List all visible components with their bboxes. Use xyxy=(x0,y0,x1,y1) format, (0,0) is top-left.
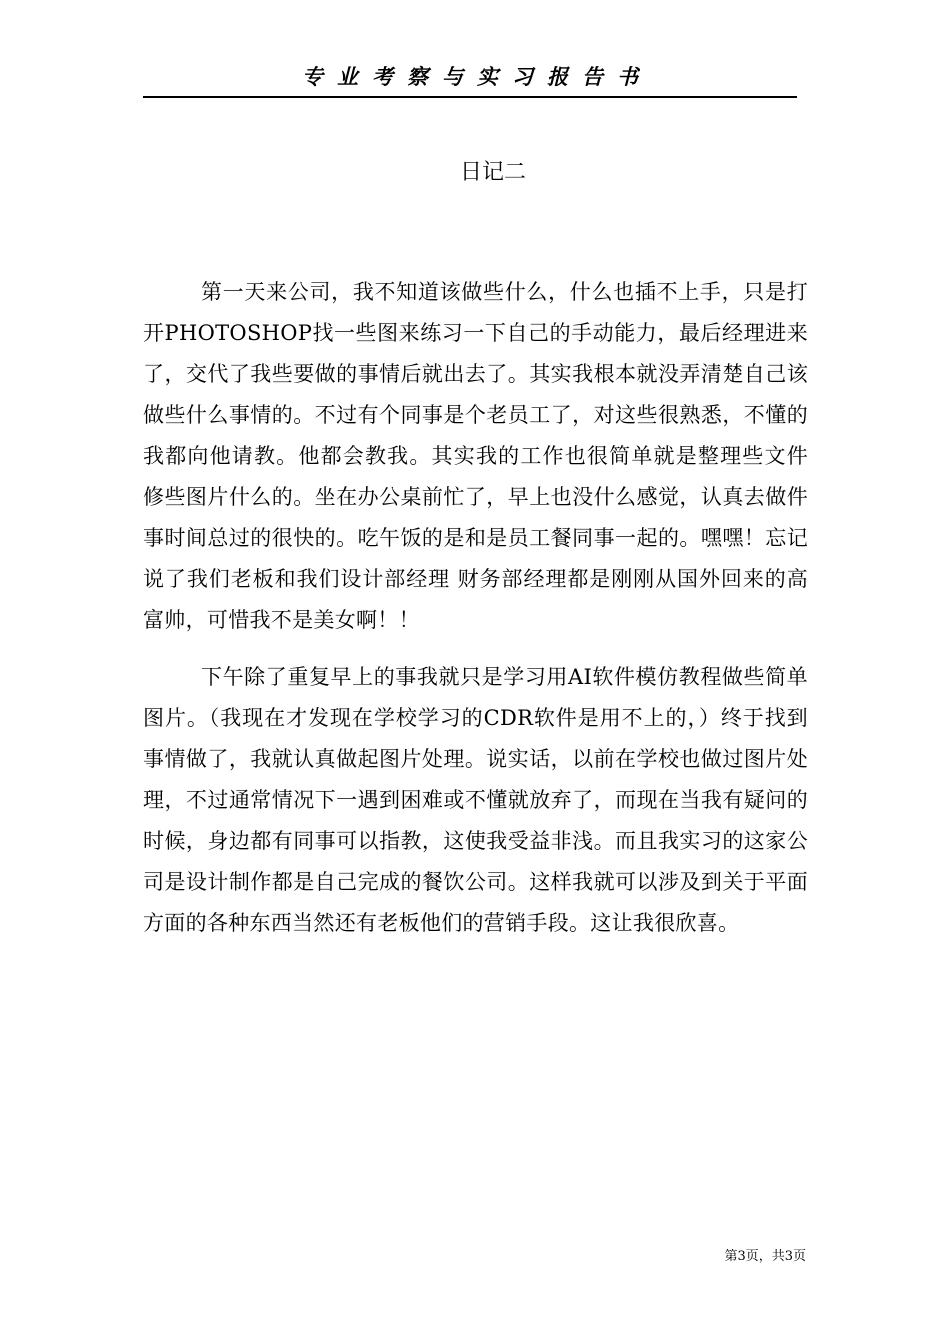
document-title: 日记二 xyxy=(459,160,526,185)
paragraph-2: 下午除了重复早上的事我就只是学习用AI软件模仿教程做些简单图片。（我现在才发现在学校学习的CDR软件是用不上的，）终于找到事情做了，我就认真做起图片处理。说实话，以前在学校也做过图片处理，不过通常情况下一遇到困难或不懂就放弃了，而现在当我有疑问的时候，身边都有同事可以指教，这使我受益非浅。而且我实习的这家公司是设计制作都是自己完成的餐饮公司。这样我就可以涉及到关于平面方面的各种东西当然还有老板他们的营销手段。这让我很欣喜。 xyxy=(143,665,808,935)
page-number: 第3页，共3页 xyxy=(724,1249,806,1264)
header-title: 专业考察与实习报告书 xyxy=(302,64,652,89)
paragraph-1: 第一天来公司，我不知道该做些什么，什么也插不上手，只是打开PHOTOSHOP找一些图来练习一下自己的手动能力，最后经理进来了，交代了我些要做的事情后就出去了。其实我根本就没弄清楚自己该做些什么事情的。不过有个同事是个老员工了，对这些很熟悉，不懂的我都向他请教。他都会教我。其实我的工作也很简单就是整理些文件 修些图片什么的。坐在办公桌前忙了，早上也没什么感觉，认真去做件事时间总过的很快的。吃午饭的是和是员工餐同事一起的。嘿嘿！忘记说了我们老板和我们设计部经理 财务部经理都是刚刚从国外回来的高富帅，可惜我不是美女啊！！ xyxy=(143,280,808,632)
document-body xyxy=(143,272,808,960)
page-header xyxy=(143,60,797,98)
